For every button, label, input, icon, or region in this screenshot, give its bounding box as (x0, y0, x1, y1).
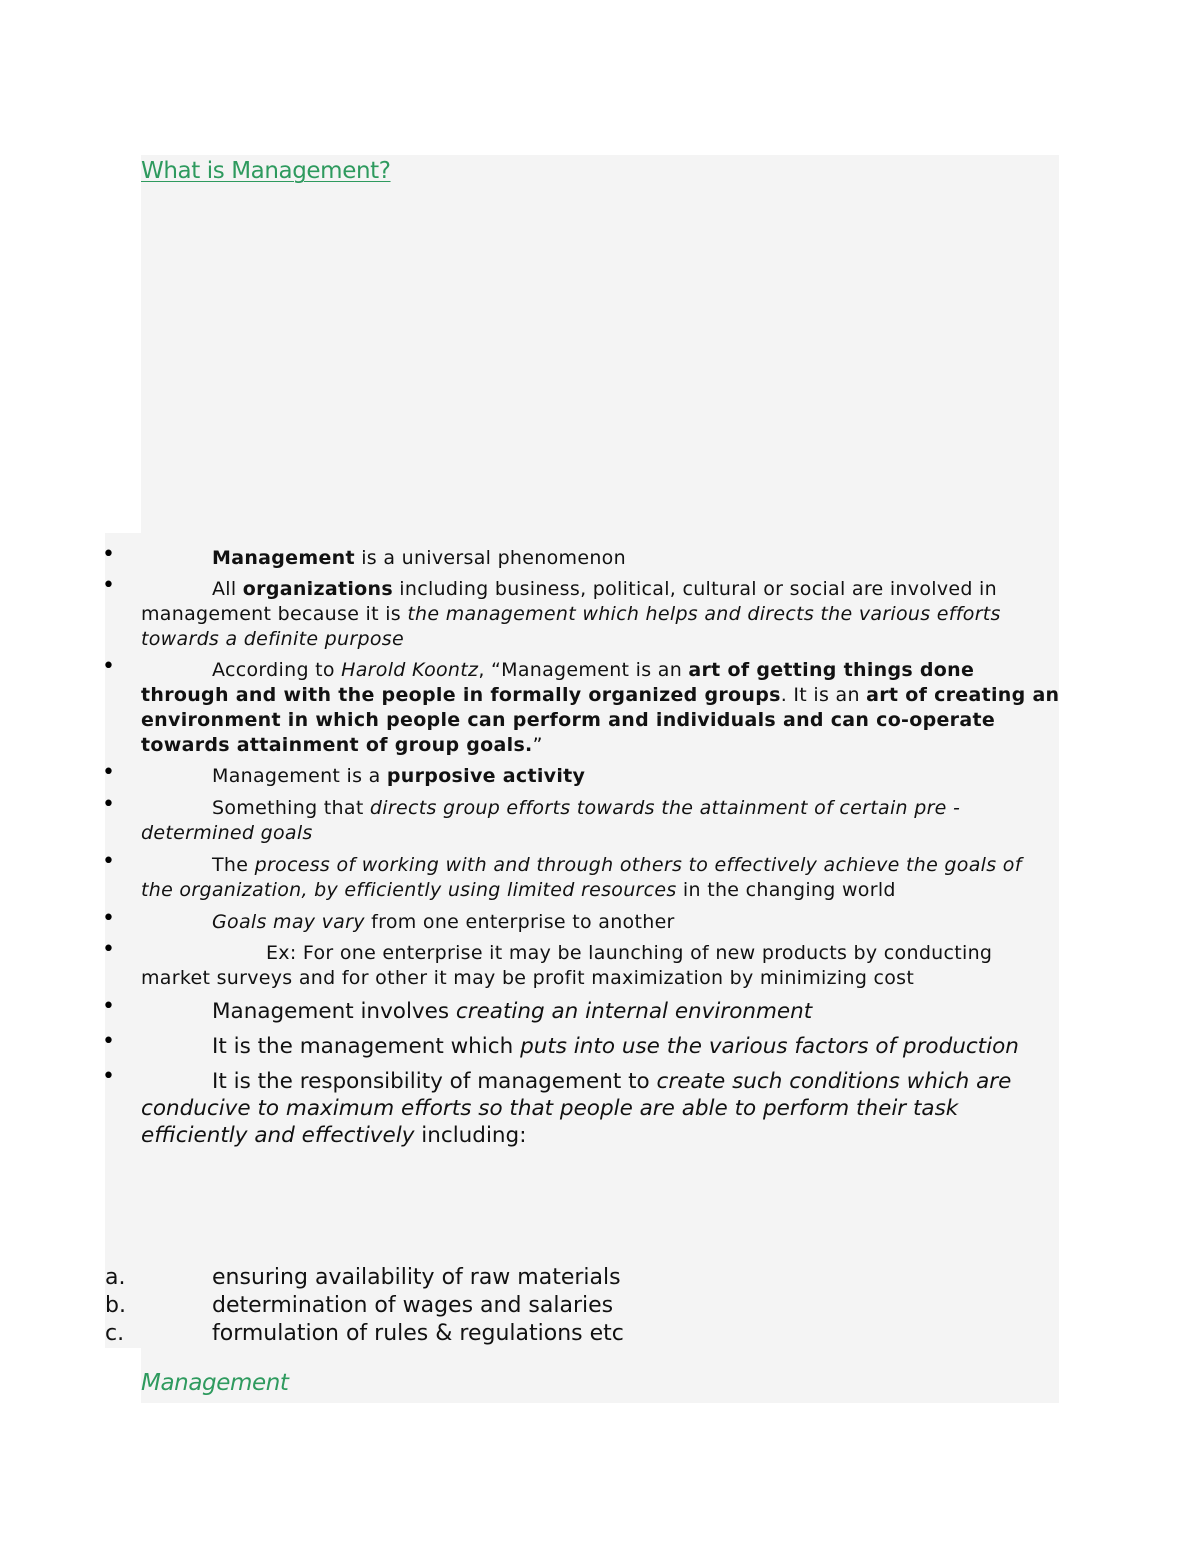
list-text: Management is a (212, 765, 387, 787)
list-text: ” (532, 734, 543, 756)
list-item (105, 941, 1060, 991)
list-text: including business, political, cultural or social are involved in management because it is (141, 578, 997, 625)
list-text: formulation of rules & regulations etc (212, 1321, 624, 1346)
list-text: It is the responsibility of management to (212, 1069, 657, 1094)
list-item (105, 577, 1060, 652)
lettered-list (105, 1264, 805, 1348)
list-text: determination of wages and salaries (212, 1293, 614, 1318)
list-text: including: (414, 1123, 527, 1148)
list-marker: c. (105, 1321, 125, 1346)
list-item (105, 853, 1060, 903)
italic-text: Harold Koontz (341, 659, 479, 681)
list-marker: a. (105, 1265, 126, 1290)
bold-text: art of getting things done through and with the people in formally organized groups (141, 659, 975, 706)
list-text: Management involves (212, 999, 456, 1024)
list-text: It is the management which (212, 1034, 521, 1059)
list-text: , “Management is an (478, 659, 689, 681)
lettered-item (105, 1320, 805, 1348)
italic-text: process of working with and through others to effectively achieve the goals of the organization, by efficiently using limited resources (141, 854, 1022, 901)
list-item (105, 998, 1060, 1025)
list-text: is a universal phenomenon (354, 547, 626, 569)
italic-text: create such conditions which are conducive to maximum efforts so that people are able to perform their task efficiently and effectively (141, 1069, 1012, 1148)
italic-text: the management which helps and directs the various efforts towards a definite purpose (141, 603, 1001, 650)
bold-text: Management (212, 547, 355, 569)
list-item (105, 910, 1060, 935)
section-heading: Management (141, 1370, 289, 1396)
list-item (105, 546, 1060, 571)
list-item (105, 764, 1060, 789)
list-text: ensuring availability of raw materials (212, 1265, 621, 1290)
bold-text: art of creating an environment in which people can perform and individuals and can co-operate towards attainment of group goals. (141, 684, 1060, 756)
list-text: The (212, 854, 255, 876)
list-text: in the changing world (676, 879, 896, 901)
italic-text: puts into use the various factors of production (520, 1034, 1019, 1059)
italic-text: creating an internal environment (455, 999, 813, 1024)
list-item (105, 796, 1060, 846)
lettered-item (105, 1292, 805, 1320)
bold-text: purposive activity (386, 765, 586, 787)
page-title: What is Management? (141, 158, 391, 184)
list-item (105, 658, 1060, 758)
list-text: Something that (212, 797, 370, 819)
bold-text: organizations (242, 578, 393, 600)
list-marker: b. (105, 1293, 126, 1318)
list-item (105, 1068, 1060, 1149)
list-text: Ex: For one enterprise it may be launching of new products by conducting market surveys and for other it may be profit maximization by minimizing cost (141, 942, 993, 989)
italic-text: directs group efforts towards the attainment of certain pre - determined goals (141, 797, 961, 844)
list-item (105, 1033, 1060, 1060)
list-text: . It is an (780, 684, 867, 706)
bullet-list (105, 546, 1060, 1149)
list-text: According to (212, 659, 342, 681)
list-text: from one enterprise to another (364, 911, 675, 933)
list-text: All (212, 578, 243, 600)
italic-text: Goals may vary (212, 911, 365, 933)
lettered-item (105, 1264, 805, 1292)
